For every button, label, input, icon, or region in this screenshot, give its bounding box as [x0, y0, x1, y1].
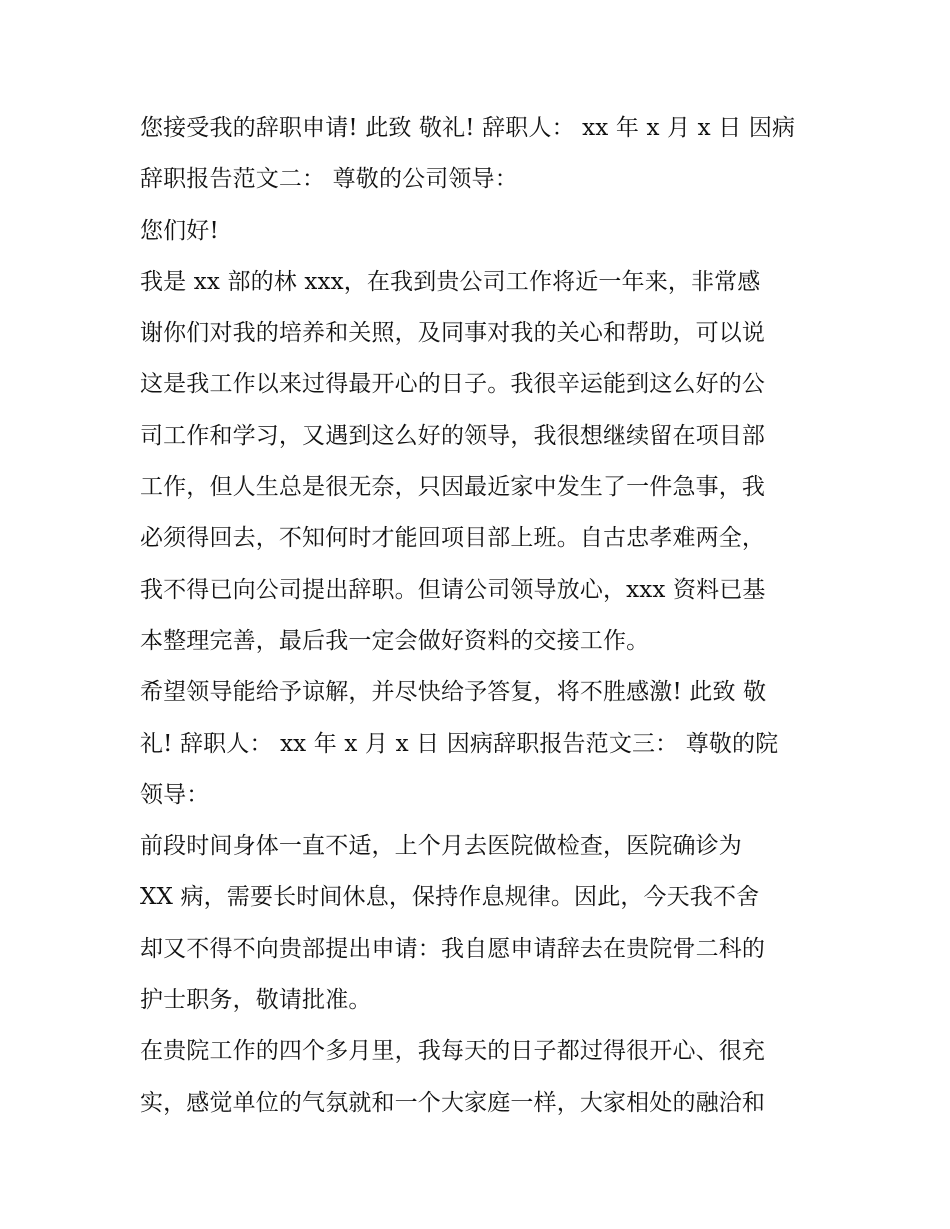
text-line: 护士职务，敬请批准。 — [140, 987, 372, 1014]
text-line: 这是我工作以来过得最开心的日子。我很辛运能到这么好的公 — [140, 371, 766, 398]
text-line: 却又不得不向贵部提出申请：我自愿申请辞去在贵院骨二科的 — [140, 935, 766, 962]
document-body — [140, 103, 820, 1129]
text-line: 我是 xx 部的林 xxx，在我到贵公司工作将近一年来，非常感 — [140, 268, 761, 295]
text-line: 在贵院工作的四个多月里，我每天的日子都过得很开心、很充 — [140, 1038, 766, 1065]
text-line: 辞职报告范文二： 尊敬的公司领导： — [140, 166, 518, 193]
text-line: 希望领导能给予谅解，并尽快给予答复，将不胜感激! 此致 敬 — [140, 679, 767, 706]
text-line: 我不得已向公司提出辞职。但请公司领导放心，xxx 资料已基 — [140, 576, 766, 603]
text-line: 领导： — [140, 781, 210, 808]
text-line: 您接受我的辞职申请! 此致 敬礼! 辞职人： xx 年 x 月 x 日 因病 — [140, 115, 796, 141]
text-line: 礼! 辞职人： xx 年 x 月 x 日 因病辞职报告范文三： 尊敬的院 — [140, 730, 779, 757]
text-line: 工作，但人生总是很无奈，只因最近家中发生了一件急事，我 — [140, 474, 766, 501]
text-line: 必须得回去，不知何时才能回项目部上班。自古忠孝难两全， — [140, 525, 766, 552]
text-line: 实，感觉单位的气氛就和一个大家庭一样，大家相处的融洽和 — [140, 1089, 766, 1116]
text-line: 本整理完善，最后我一定会做好资料的交接工作。 — [140, 627, 650, 654]
text-line: XX 病，需要长时间休息，保持作息规律。因此，今天我不舍 — [140, 884, 760, 911]
text-line: 前段时间身体一直不适，上个月去医院做检查，医院确诊为 — [140, 833, 742, 860]
text-line: 您们好! — [140, 217, 219, 244]
text-line: 司工作和学习，又遇到这么好的领导，我很想继续留在项目部 — [140, 422, 766, 449]
text-line: 谢你们对我的培养和关照，及同事对我的关心和帮助，可以说 — [140, 320, 766, 347]
